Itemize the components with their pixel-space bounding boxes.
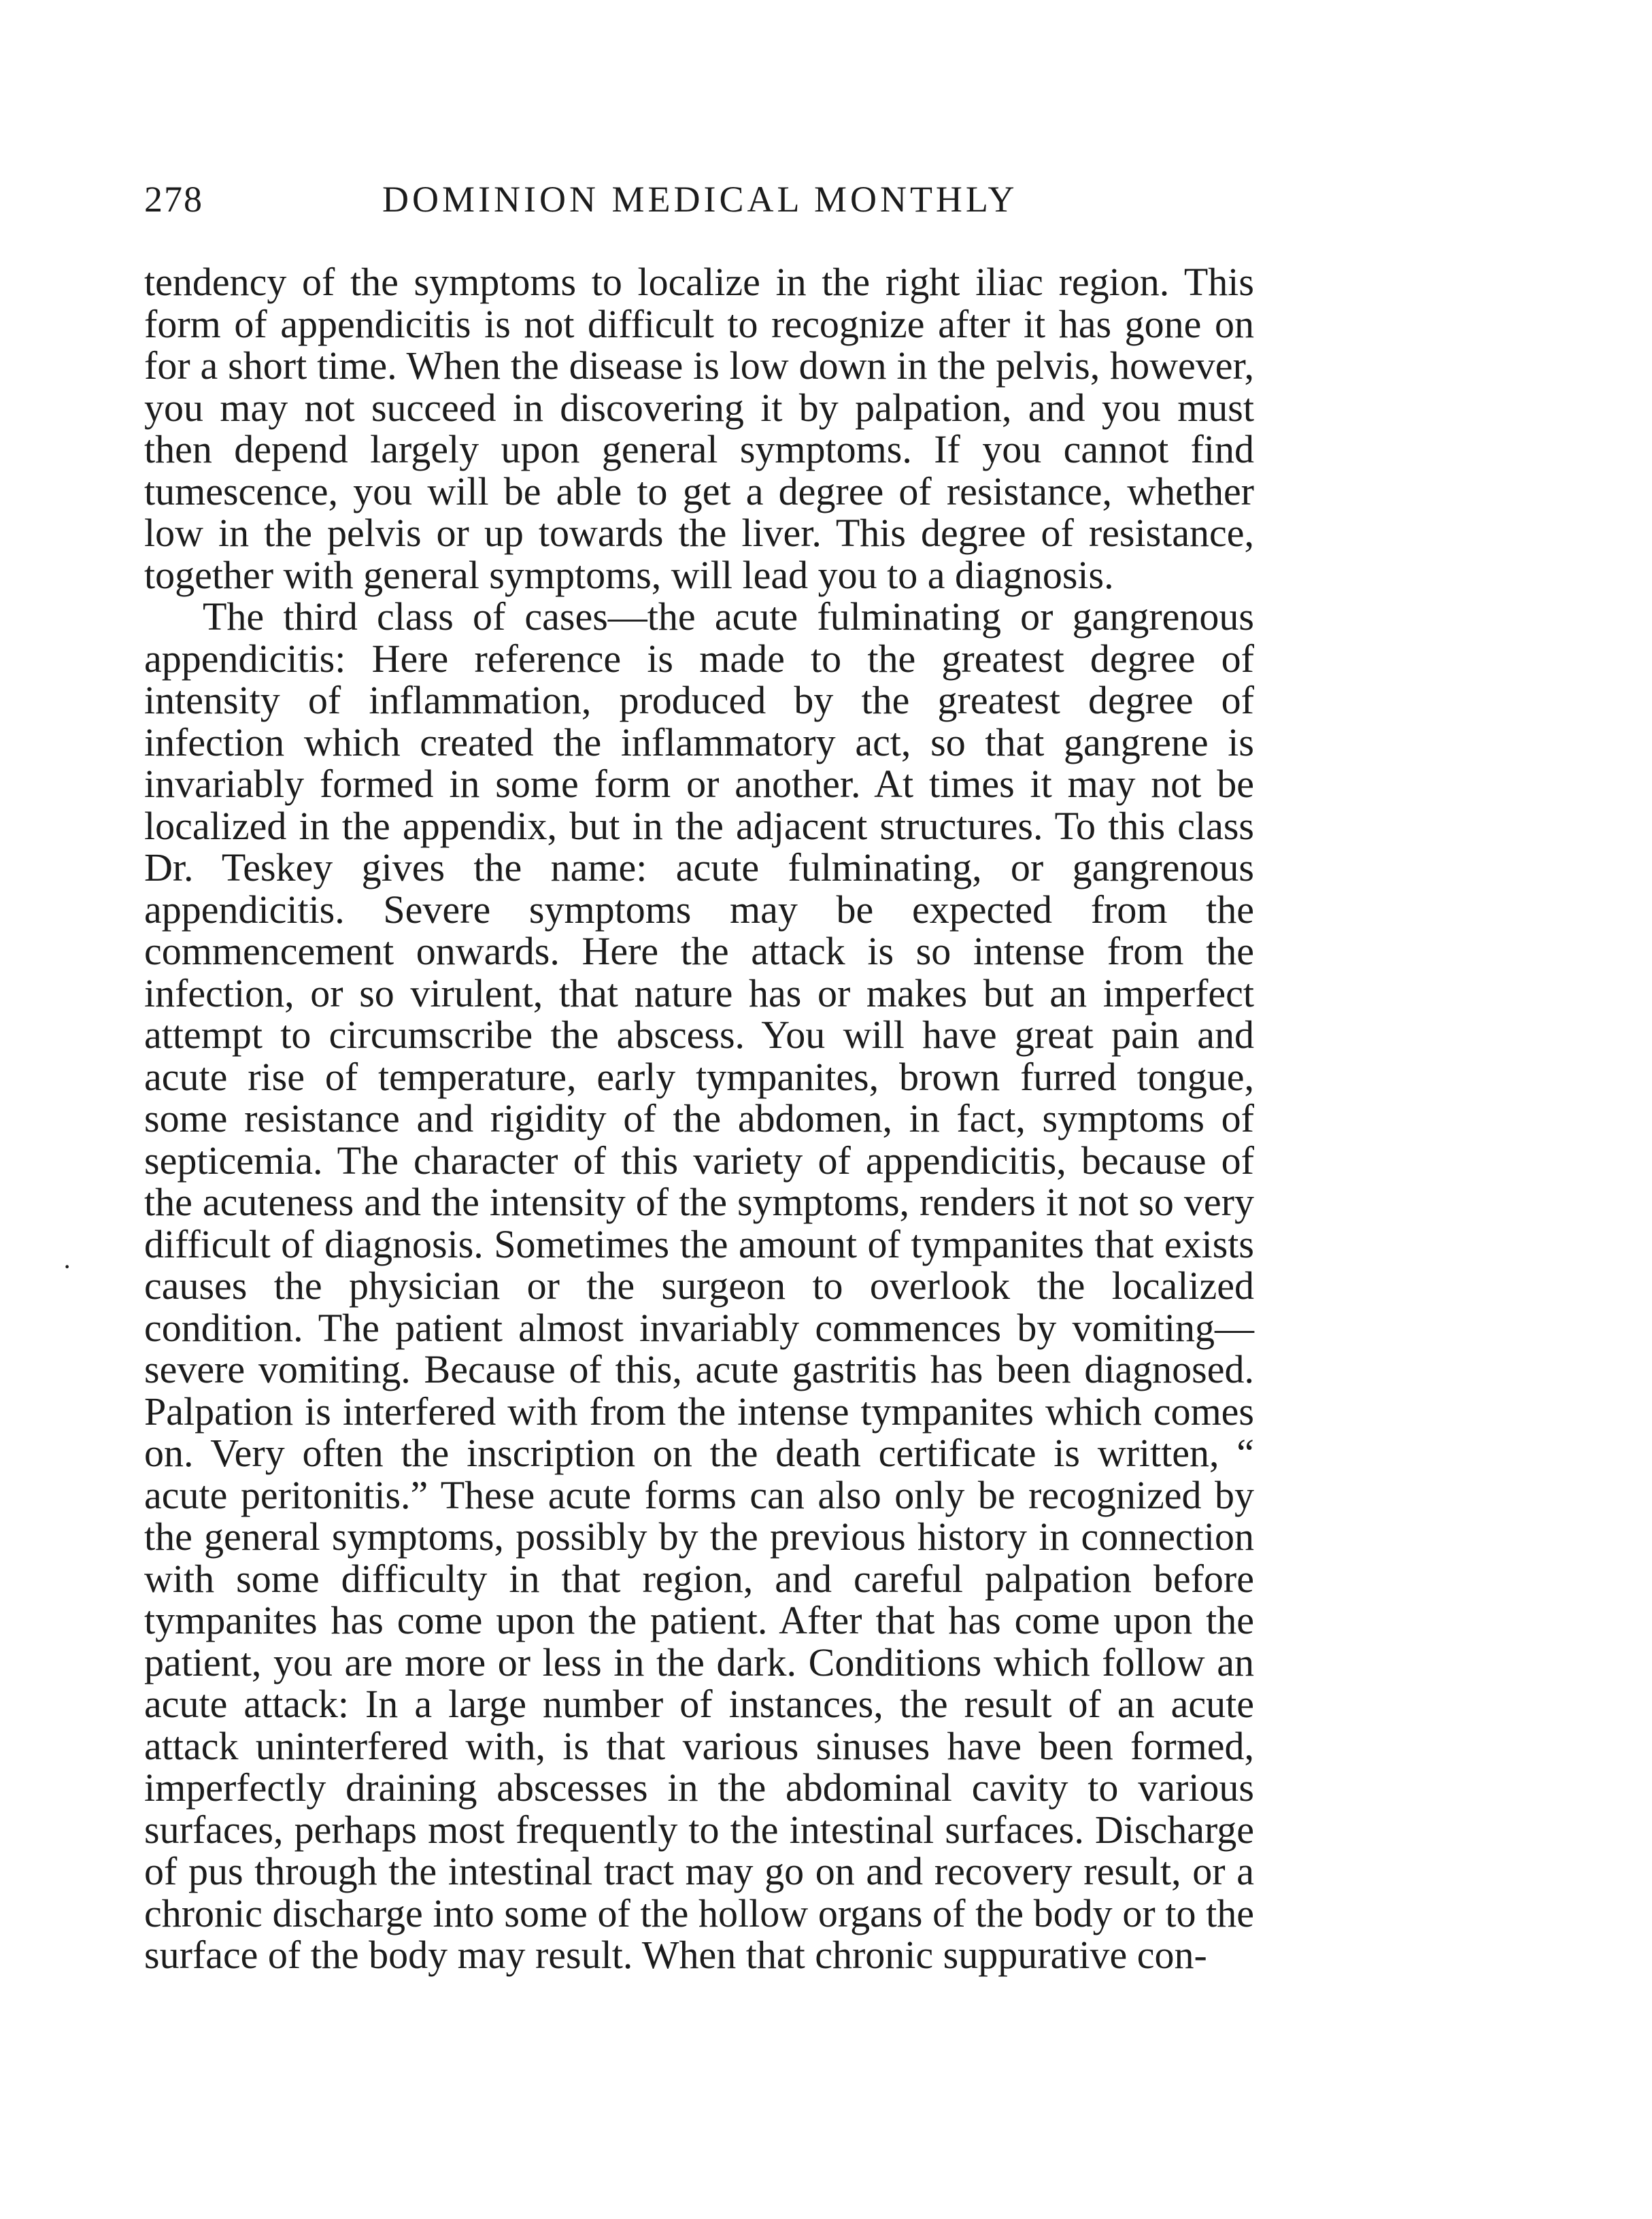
page-number: 278 [144,179,203,220]
paragraph-2: The third class of cases—the acute fulminating or gangrenous appendicitis: Here reference is made to the greatest degree of intensity of inflammation, produced by the greatest degree of infection which created the inflammatory act, so that gangrene is invariably formed in some form or another. At times it may not be localized in the appendix, but in the adjacent structures. To this class Dr. Teskey gives the name: acute fulminating, or gangrenous appendicitis. Severe symptoms may be expected from the commencement onwards. Here the attack is so intense from the infection, or so virulent, that nature has or makes but an imperfect attempt to circumscribe the abscess. You will have great pain and acute rise of temperature, early tympanites, brown furred tongue, some resistance and rigidity of the abdomen, in fact, symptoms of septicemia. The character of this variety of appendicitis, because of the acuteness and the intensity of the symptoms, renders it not so very difficult of diagnosis. Sometimes the amount of tympanites that exists causes the physician or the surgeon to overlook the localized condition. The patient almost invariably commences by vomiting—severe vomiting. Because of this, acute gastritis has been diagnosed. Palpation is interfered with from the intense tympanites which comes on. Very often the inscription on the death certificate is written, “ acute peritonitis.” These acute forms can also only be recognized by the general symptoms, possibly by the previous history in connection with some difficulty in that region, and careful palpation before tympanites has come upon the patient. After that has come upon the patient, you are more or less in the dark. Conditions which follow an acute attack: In a large number of instances, the result of an acute attack uninterfered with, is that various sinuses have been formed, imperfectly draining abscesses in the abdominal cavity to various surfaces, perhaps most frequently to the intestinal surfaces. Discharge of pus through the intestinal tract may go on and recovery result, or a chronic discharge into some of the hollow organs of the body or to the surface of the body may result. When that chronic suppurative con- [144,594,1254,1977]
margin-dot: · [63,1251,72,1282]
page-header [144,178,1253,233]
running-title: DOMINION MEDICAL MONTHLY [382,179,1018,220]
paragraph-1: tendency of the symptoms to localize in the right iliac region. This form of appendicitis is not difficult to recognize after it has gone on for a short time. When the disease is low down in the pelvis, however, you may not succeed in discovering it by palpation, and you must then depend largely upon general symptoms. If you cannot find tumescence, you will be able to get a degree of resistance, whether low in the pelvis or up towards the liver. This degree of resistance, together with general symptoms, will lead you to a diagnosis. [144,260,1254,597]
article-body [144,261,1254,1976]
